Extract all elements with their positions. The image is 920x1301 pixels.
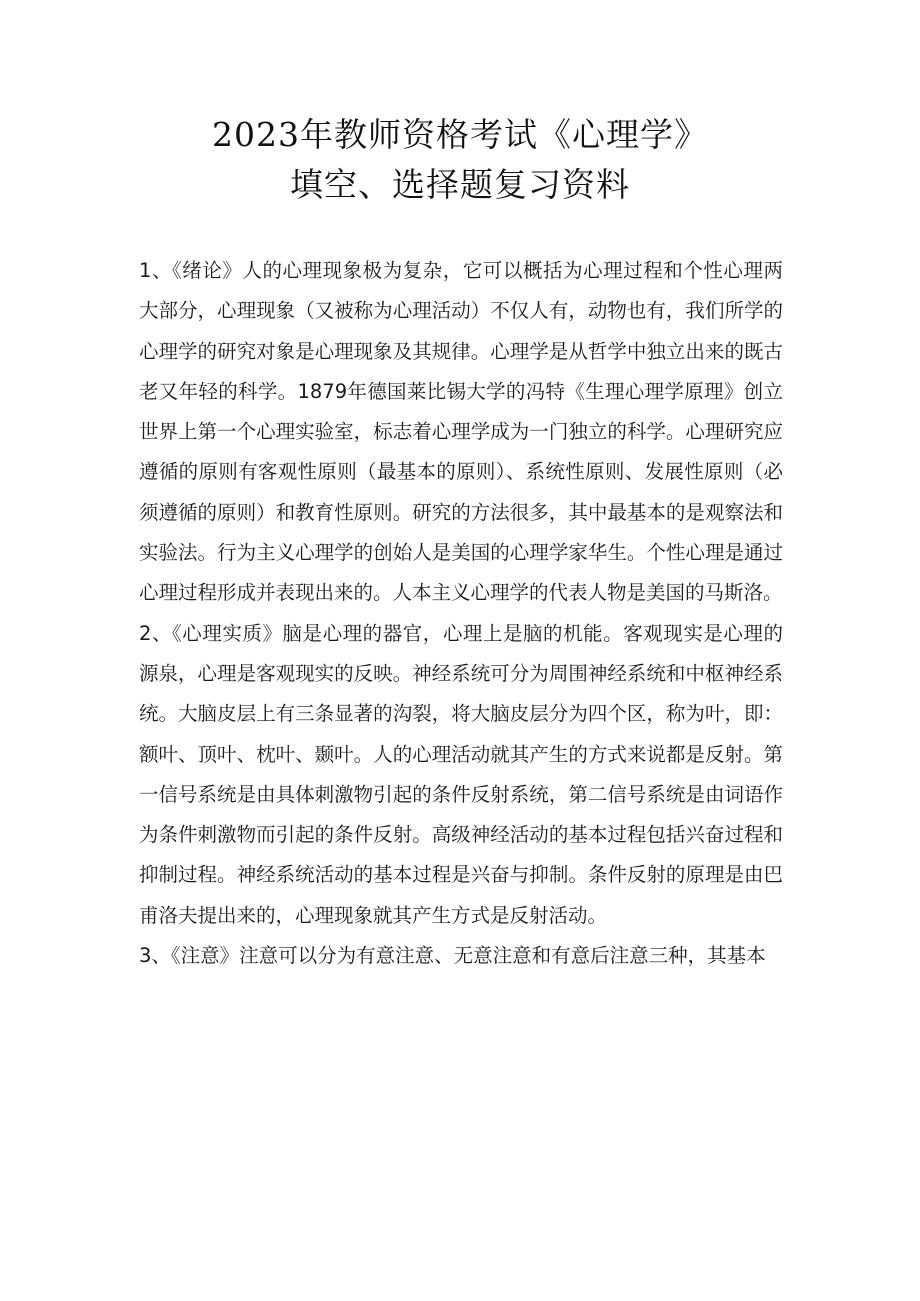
paragraph-1: 1、《绪论》人的心理现象极为复杂，它可以概括为心理过程和个性心理两大部分，心理现象（又被称为心理活动）不仅人有，动物也有，我们所学的心理学的研究对象是心理现象及其规律。心理学是从哲学中独立出来的既古老又年轻的科学。1879年德国莱比锡大学的冯特《生理心理学原理》创立世界上第一个心理实验室，标志着心理学成为一门独立的科学。心理研究应遵循的原则有客观性原则（最基本的原则）、系统性原则、发展性原则（必须遵循的原则）和教育性原则。研究的方法很多，其中最基本的是观察法和实验法。行为主义心理学的创始人是美国的心理学家华生。个性心理是通过心理过程形成并表现出来的。人本主义心理学的代表人物是美国的马斯洛。 [139, 259, 783, 605]
title-line-1: 2023年教师资格考试《心理学》 [212, 115, 708, 154]
paragraph-3: 3、《注意》注意可以分为有意注意、无意注意和有意后注意三种，其基本 [139, 944, 766, 968]
document-title [0, 110, 920, 210]
title-line-2: 填空、选择题复习资料 [290, 165, 630, 204]
paragraph-2: 2、《心理实质》脑是心理的器官，心理上是脑的机能。客观现实是心理的源泉，心理是客观现实的反映。神经系统可分为周围神经系统和中枢神经系统。大脑皮层上有三条显著的沟裂，将大脑皮层分为四个区，称为叶，即：额叶、顶叶、枕叶、颞叶。人的心理活动就其产生的方式来说都是反射。第一信号系统是由具体刺激物引起的条件反射系统，第二信号系统是由词语作为条件刺激物而引起的条件反射。高级神经活动的基本过程包括兴奋过程和抑制过程。神经系统活动的基本过程是兴奋与抑制。条件反射的原理是由巴甫洛夫提出来的，心理现象就其产生方式是反射活动。 [139, 621, 783, 927]
document-body [139, 251, 783, 976]
